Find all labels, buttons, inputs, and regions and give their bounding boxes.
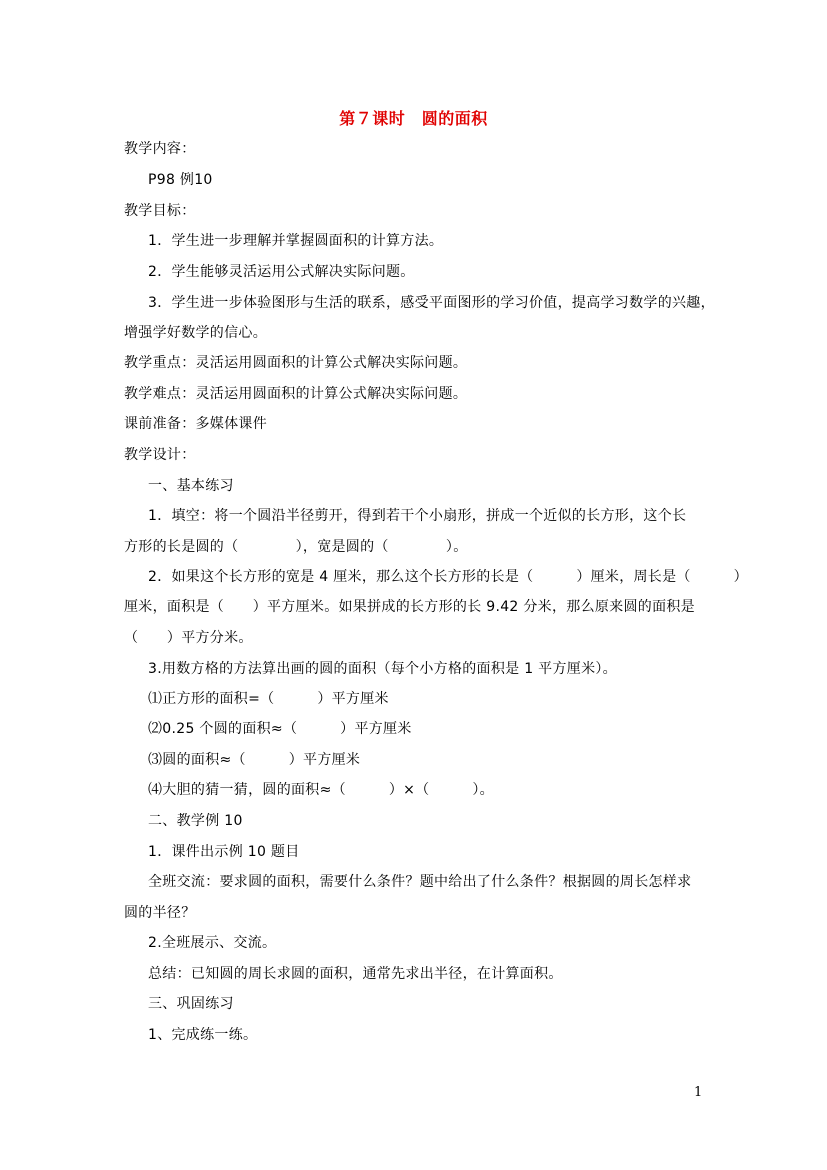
exercise-1-continued: 方形的长是圆的（ ），宽是圆的（ ）。 (124, 539, 468, 555)
part-one-heading: 一、基本练习 (148, 478, 234, 494)
exercise-2-end: （ ）平方分米。 (124, 630, 253, 646)
practice-1: 1、完成练一练。 (148, 1027, 258, 1043)
part-two-heading: 二、教学例 10 (148, 813, 243, 829)
exercise-2-continued: 厘米，面积是（ ）平方厘米。如果拼成的长方形的长 9.42 分米，那么原来圆的面积是 (124, 599, 695, 615)
goal-3-continued: 增强学好数学的信心。 (124, 325, 267, 341)
section-teaching-goals: 教学目标： (124, 203, 196, 219)
goal-1: 1．学生进一步理解并掌握圆面积的计算方法。 (148, 233, 444, 249)
example-step-1: 1．课件出示例 10 题目 (148, 844, 300, 860)
teaching-difficulty: 教学难点：灵活运用圆面积的计算公式解决实际问题。 (124, 386, 468, 402)
teaching-focus: 教学重点：灵活运用圆面积的计算公式解决实际问题。 (124, 355, 468, 371)
goal-2: 2．学生能够灵活运用公式解决实际问题。 (148, 264, 415, 280)
exercise-3-item-1: ⑴正方形的面积=（ ）平方厘米 (148, 691, 389, 707)
example-step-2: 2.全班展示、交流。 (148, 935, 277, 951)
goal-3: 3．学生进一步体验图形与生活的联系，感受平面图形的学习价值，提高学习数学的兴趣， (148, 295, 715, 311)
class-discussion: 全班交流：要求圆的面积，需要什么条件？题中给出了什么条件？根据圆的周长怎样求 (148, 874, 692, 890)
exercise-2: 2．如果这个长方形的宽是 4 厘米，那么这个长方形的长是（ ）厘米，周长是（ ） (148, 569, 748, 585)
exercise-3-item-4: ⑷大胆的猜一猜，圆的面积≈（ ）×（ ）。 (148, 782, 494, 798)
section-teaching-content: 教学内容： (124, 141, 196, 157)
exercise-3: 3.用数方格的方法算出画的圆的面积（每个小方格的面积是 1 平方厘米）。 (148, 661, 617, 677)
part-three-heading: 三、巩固练习 (148, 996, 234, 1012)
summary: 总结：已知圆的周长求圆的面积，通常先求出半径，在计算面积。 (148, 966, 563, 982)
section-teaching-design: 教学设计： (124, 447, 196, 463)
content-reference: P98 例10 (148, 172, 213, 188)
class-discussion-continued: 圆的半径？ (124, 905, 196, 921)
preparation: 课前准备：多媒体课件 (124, 416, 267, 432)
page-number: 1 (694, 1085, 703, 1100)
lesson-title: 第７课时 圆的面积 (339, 109, 488, 128)
exercise-3-item-3: ⑶圆的面积≈（ ）平方厘米 (148, 752, 361, 768)
exercise-1: 1．填空：将一个圆沿半径剪开，得到若干个小扇形，拼成一个近似的长方形，这个长 (148, 508, 687, 524)
exercise-3-item-2: ⑵0.25 个圆的面积≈（ ）平方厘米 (148, 721, 412, 737)
